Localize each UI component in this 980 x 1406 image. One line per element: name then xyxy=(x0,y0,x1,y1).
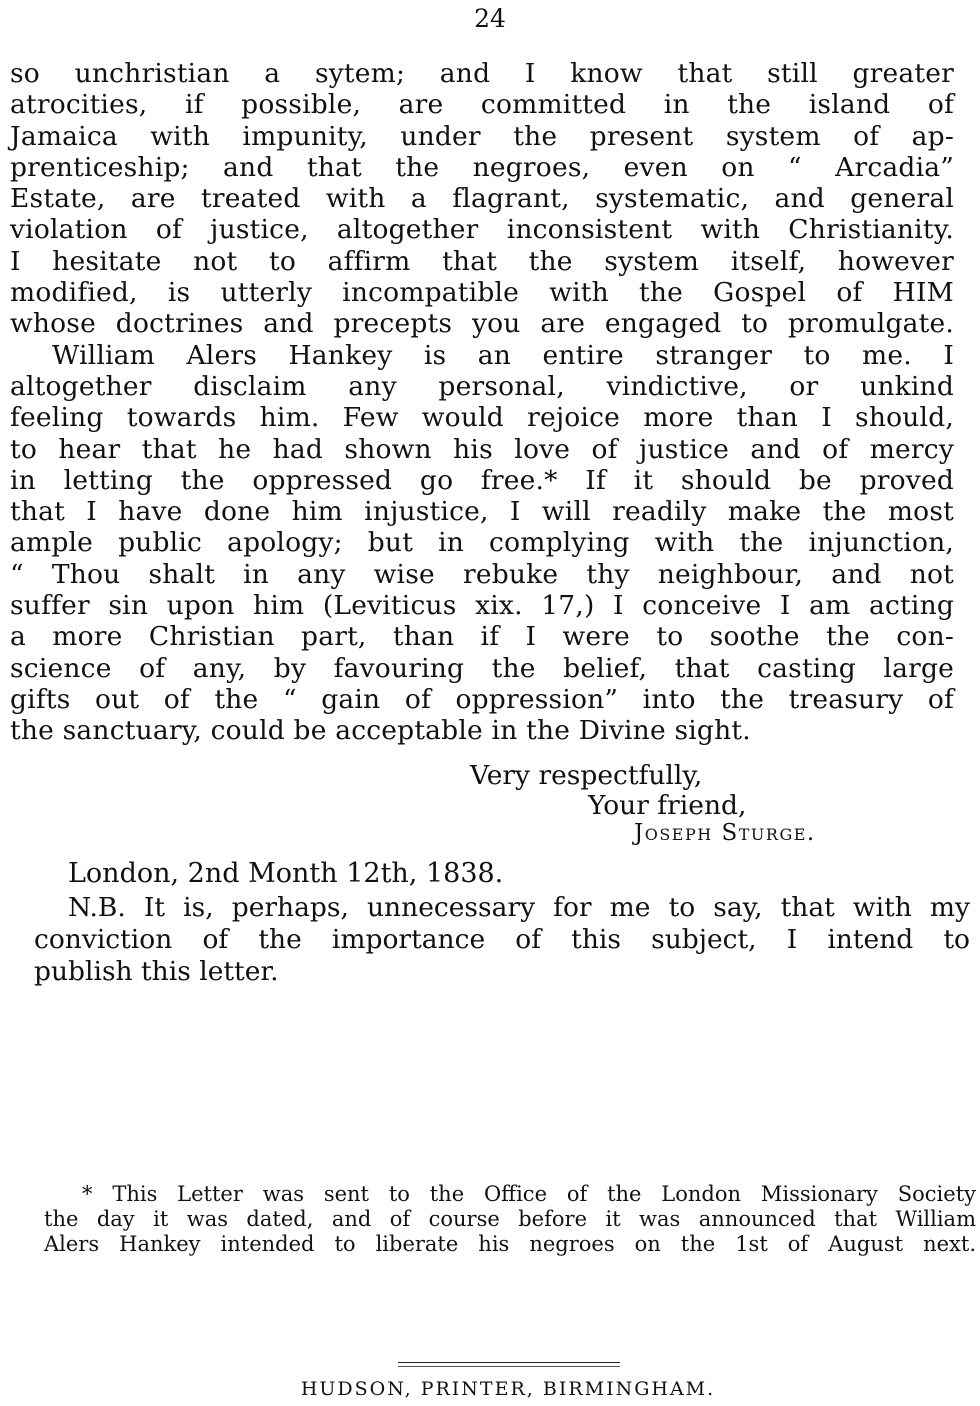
divider-rule xyxy=(398,1366,620,1367)
divider-rule xyxy=(398,1362,620,1363)
nb-line: publish this letter. xyxy=(34,956,279,987)
body-line: modified, is utterly incompatible with the Gospel of HIM xyxy=(10,277,954,309)
body-line: the sanctuary, could be acceptable in the Divine sight. xyxy=(10,715,751,747)
body-line: a more Christian part, than if I were to soothe the con- xyxy=(10,621,954,653)
body-line: William Alers Hankey is an entire stranger to me. I xyxy=(52,339,954,371)
body-line: to hear that he had shown his love of justice and of mercy xyxy=(10,433,954,465)
footnote xyxy=(44,1182,976,1257)
body-line: feeling towards him. Few would rejoice more than I should, xyxy=(10,402,954,434)
body-line: I hesitate not to affirm that the system itself, however xyxy=(10,245,954,277)
body-line: whose doctrines and precepts you are engaged to promulgate. xyxy=(10,308,954,340)
body-line: ample public apology; but in complying with the injunction, xyxy=(10,527,954,559)
body-line: prenticeship; and that the negroes, even on “ Arcadia” xyxy=(10,151,954,183)
nb-line: N.B. It is, perhaps, unnecessary for me to say, that with my xyxy=(68,892,970,923)
nb-line: conviction of the importance of this subject, I intend to xyxy=(34,924,970,955)
closing-friend: Your friend, xyxy=(588,790,747,821)
body-line: atrocities, if possible, are committed in the island of xyxy=(10,89,954,121)
body-line: gifts out of the “ gain of oppression” into the treasury of xyxy=(10,683,954,715)
dateline: London, 2nd Month 12th, 1838. xyxy=(68,858,504,889)
nota-bene xyxy=(34,892,970,988)
body-line: science of any, by favouring the belief, that casting large xyxy=(10,652,954,684)
body-line: “ Thou shalt in any wise rebuke thy neighbour, and not xyxy=(10,558,954,590)
body-line: so unchristian a sytem; and I know that still greater xyxy=(10,58,954,89)
page-number: 24 xyxy=(474,4,506,33)
body-line: Estate, are treated with a flagrant, systematic, and general xyxy=(10,183,954,215)
body-line: in letting the oppressed go free.* If it should be proved xyxy=(10,464,954,496)
signature: Joseph Sturge. xyxy=(634,820,816,846)
footnote-line: * This Letter was sent to the Office of the London Missionary Society xyxy=(82,1182,976,1206)
letter-body xyxy=(10,58,954,747)
body-line: altogether disclaim any personal, vindictive, or unkind xyxy=(10,370,954,402)
closing-salutation: Very respectfully, xyxy=(470,760,703,791)
footnote-line: the day it was dated, and of course before it was announced that William xyxy=(44,1207,976,1231)
body-line: that I have done him injustice, I will readily make the most xyxy=(10,496,954,528)
printer-imprint: HUDSON, PRINTER, BIRMINGHAM. xyxy=(300,1378,716,1400)
body-line: suffer sin upon him (Leviticus xix. 17,) I conceive I am acting xyxy=(10,590,954,622)
footnote-line: Alers Hankey intended to liberate his negroes on the 1st of August next. xyxy=(44,1232,976,1256)
body-line: Jamaica with impunity, under the present system of ap- xyxy=(10,120,954,152)
body-line: violation of justice, altogether inconsistent with Christianity. xyxy=(10,214,954,246)
